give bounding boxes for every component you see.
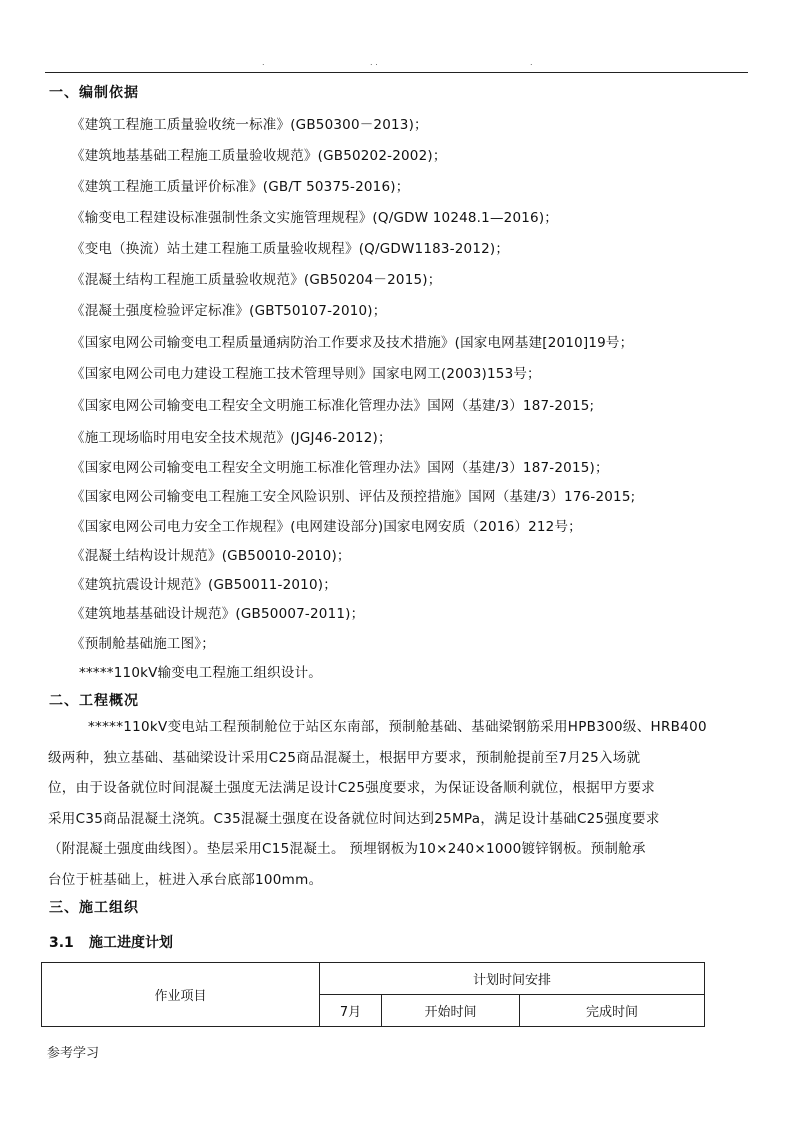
reference-item: 《混凝土结构工程施工质量验收规范》(GB50204－2015)； bbox=[71, 272, 442, 288]
table-header-cell: 完成时间 bbox=[520, 995, 705, 1027]
reference-item: 《国家电网公司输变电工程质量通病防治工作要求及技术措施》(国家电网基建[2010]19号； bbox=[71, 335, 634, 351]
section-heading: 二、工程概况 bbox=[49, 693, 139, 709]
reference-item: 《输变电工程建设标准强制性条文实施管理规程》(Q/GDW 10248.1—2016)； bbox=[71, 210, 558, 226]
reference-item: 《国家电网公司输变电工程安全文明施工标准化管理办法》国网（基建/3）187-2015)； bbox=[71, 460, 609, 476]
table-header-cell: 计划时间安排 bbox=[320, 963, 705, 995]
section-heading: 一、编制依据 bbox=[49, 85, 139, 101]
reference-item: 《国家电网公司输变电工程安全文明施工标准化管理办法》国网（基建/3）187-2015; bbox=[71, 398, 595, 414]
subsection-title: 施工进度计划 bbox=[89, 935, 173, 951]
reference-item: 《国家电网公司输变电工程施工安全风险识别、评估及预控措施》国网（基建/3）176-2015; bbox=[71, 489, 636, 505]
header-rule bbox=[45, 72, 748, 73]
header-dot: . bbox=[262, 58, 265, 67]
paragraph-line: *****110kV变电站工程预制舱位于站区东南部，预制舱基础、基础梁钢筋采用HPB300级、HRB400 bbox=[88, 719, 707, 735]
subsection-number: 3.1 bbox=[49, 935, 74, 951]
reference-item: 《建筑工程施工质量评价标准》(GB/T 50375-2016)； bbox=[71, 179, 410, 195]
header-dot: . bbox=[530, 58, 533, 67]
subsection-heading bbox=[49, 932, 173, 952]
reference-item: 《国家电网公司电力建设工程施工技术管理导则》国家电网工(2003)153号； bbox=[71, 366, 541, 382]
header-dot: . . bbox=[370, 58, 378, 67]
paragraph-line: 位，由于设备就位时间混凝土强度无法满足设计C25强度要求，为保证设备顺利就位，根据甲方要求 bbox=[48, 780, 656, 796]
paragraph-line: 级两种，独立基础、基础梁设计采用C25商品混凝土，根据甲方要求，预制舱提前至7月25入场就 bbox=[48, 749, 641, 766]
project-overview-paragraph bbox=[48, 712, 748, 895]
reference-item: 《建筑地基基础工程施工质量验收规范》(GB50202-2002)； bbox=[71, 148, 447, 164]
reference-item: 《混凝土结构设计规范》(GB50010-2010)； bbox=[71, 548, 351, 564]
footer-note: 参考学习 bbox=[47, 1046, 100, 1061]
paragraph-line: （附混凝土强度曲线图）。垫层采用C15混凝土。 预埋钢板为10×240×1000镀锌钢板。预制舱承 bbox=[48, 841, 646, 857]
table-header-cell: 开始时间 bbox=[382, 995, 520, 1027]
reference-item: 《施工现场临时用电安全技术规范》(JGJ46-2012)； bbox=[71, 430, 392, 446]
section-heading: 三、施工组织 bbox=[49, 900, 139, 916]
reference-item: 《变电（换流）站土建工程施工质量验收规程》(Q/GDW1183-2012)； bbox=[71, 241, 510, 257]
table-header-row bbox=[42, 963, 705, 995]
reference-item: 《混凝土强度检验评定标准》(GBT50107-2010)； bbox=[71, 303, 387, 319]
paragraph-line: 采用C35商品混凝土浇筑。C35混凝土强度在设备就位时间达到25MPa，满足设计基础C25强度要求 bbox=[48, 810, 660, 827]
reference-item: 《国家电网公司电力安全工作规程》(电网建设部分)国家电网安质（2016）212号； bbox=[71, 519, 582, 535]
schedule-table bbox=[41, 962, 705, 1027]
header-dots bbox=[0, 58, 794, 70]
reference-item: 《预制舱基础施工图》； bbox=[71, 636, 215, 652]
table-header-cell: 7月 bbox=[320, 995, 382, 1027]
reference-item: 《建筑地基基础设计规范》(GB50007-2011)； bbox=[71, 606, 365, 622]
reference-item: *****110kV输变电工程施工组织设计。 bbox=[79, 665, 322, 681]
paragraph-line: 台位于桩基础上，桩进入承台底部100mm。 bbox=[48, 871, 323, 888]
reference-item: 《建筑工程施工质量验收统一标准》(GB50300－2013)； bbox=[71, 117, 428, 133]
table-header-cell: 作业项目 bbox=[42, 963, 320, 1027]
reference-item: 《建筑抗震设计规范》(GB50011-2010)； bbox=[71, 577, 337, 593]
